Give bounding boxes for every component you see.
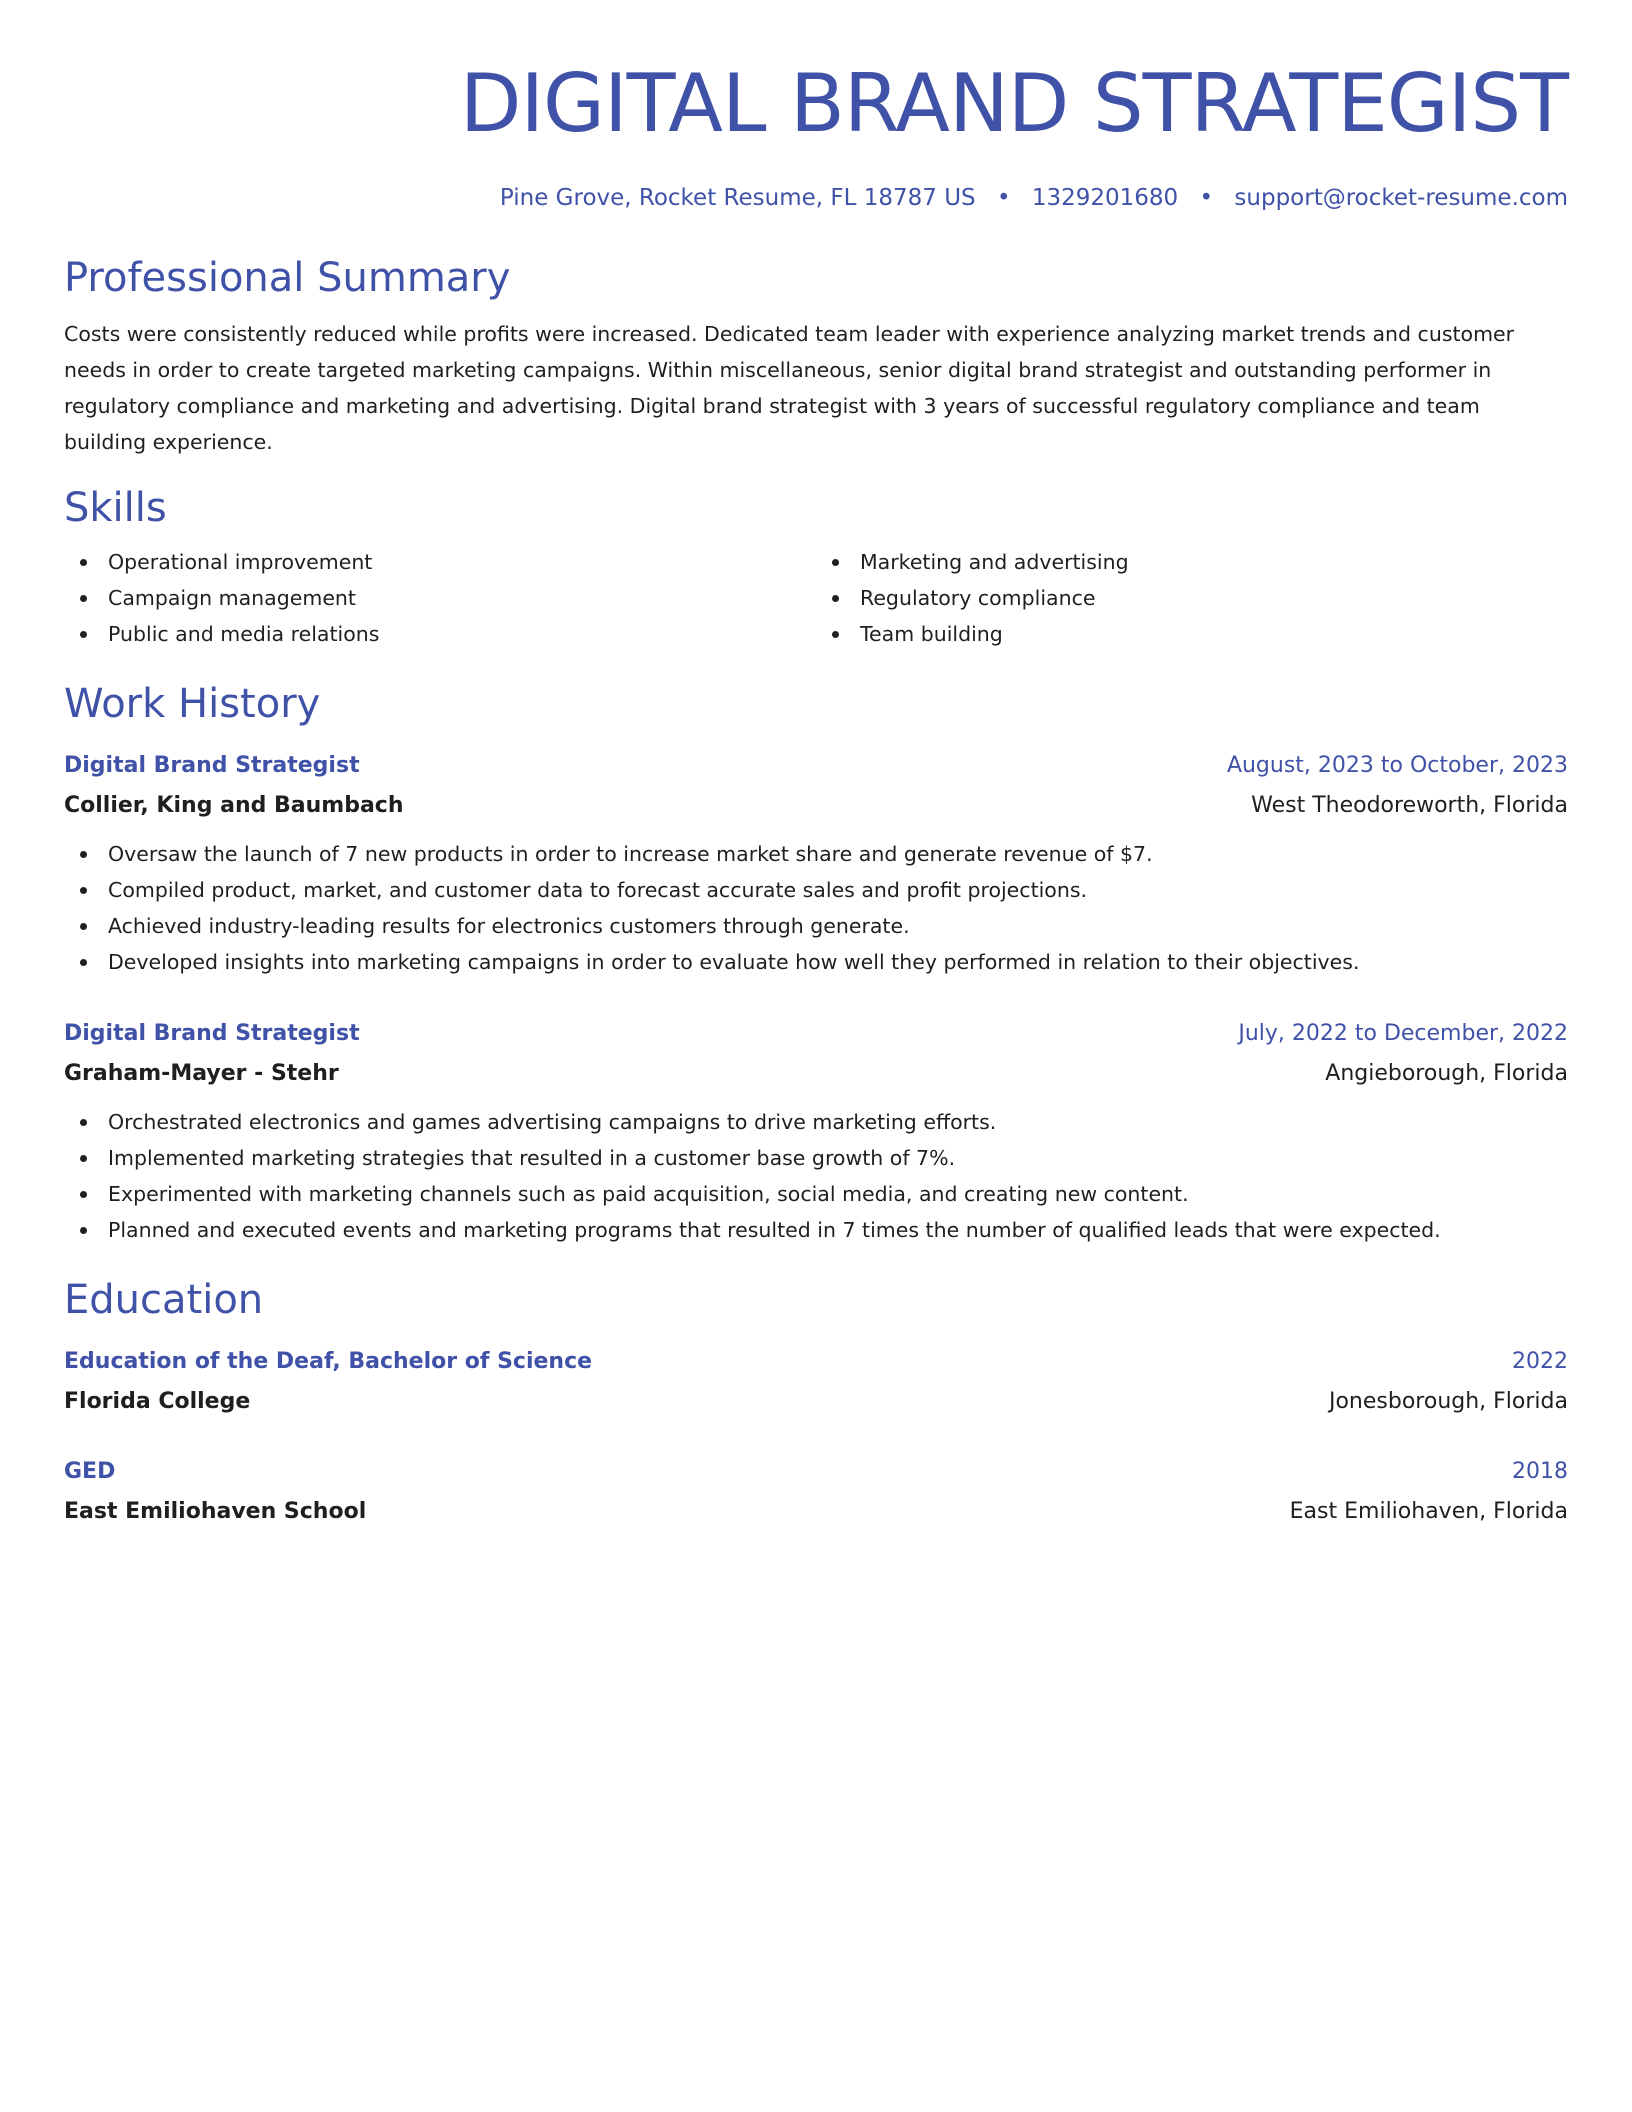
- job-bullet-text: Compiled product, market, and customer data to forecast accurate sales and profit projections.: [108, 878, 1088, 902]
- education-entry: [64, 1452, 1568, 1532]
- education-entry: [64, 1342, 1568, 1422]
- job-location: Angieborough, Florida: [1325, 1061, 1568, 1086]
- job-title: Digital Brand Strategist: [64, 753, 360, 778]
- candidate-title: DIGITAL BRAND STRATEGIST: [459, 57, 1568, 150]
- skill-item: [64, 544, 816, 580]
- job-entry: [64, 746, 1568, 980]
- skills-grid: [64, 544, 1568, 652]
- job-bullet: [64, 1212, 1568, 1248]
- contact-separator: •: [996, 185, 1011, 211]
- bullet-icon: [80, 959, 87, 966]
- bullet-icon: [80, 1227, 87, 1234]
- bullet-icon: [80, 559, 87, 566]
- job-bullet-text: Achieved industry-leading results for electronics customers through generate.: [108, 914, 910, 938]
- job-bullet: [64, 908, 1568, 944]
- job-bullet: [64, 944, 1568, 980]
- degree-name: Education of the Deaf, Bachelor of Science: [64, 1349, 593, 1374]
- bullet-icon: [832, 595, 839, 602]
- contact-separator: •: [1199, 185, 1214, 211]
- bullet-icon: [80, 631, 87, 638]
- bullet-icon: [832, 631, 839, 638]
- job-dates: July, 2022 to December, 2022: [1238, 1021, 1568, 1046]
- job-location: West Theodoreworth, Florida: [1251, 793, 1568, 818]
- work-history-section: [64, 680, 1568, 1248]
- skill-label: Campaign management: [108, 586, 356, 610]
- bullet-icon: [80, 923, 87, 930]
- school-location: East Emiliohaven, Florida: [1289, 1499, 1568, 1524]
- job-title-row: [64, 1014, 1568, 1054]
- job-bullets: [64, 1104, 1568, 1248]
- bullet-icon: [80, 595, 87, 602]
- bullet-icon: [80, 851, 87, 858]
- skills-list-left: [64, 544, 816, 652]
- job-entry: [64, 1014, 1568, 1248]
- graduation-year: 2018: [1512, 1459, 1568, 1484]
- school-location: Jonesborough, Florida: [1328, 1389, 1568, 1414]
- skills-heading: Skills: [64, 485, 167, 531]
- skill-item: [816, 616, 1568, 652]
- bullet-icon: [832, 559, 839, 566]
- job-bullet-text: Planned and executed events and marketing programs that resulted in 7 times the number of qualified leads that were expected.: [108, 1218, 1441, 1242]
- summary-section: [64, 254, 1568, 460]
- skill-label: Team building: [860, 622, 1003, 646]
- skills-section: [64, 484, 1568, 652]
- skill-item: [64, 580, 816, 616]
- job-bullet: [64, 1140, 1568, 1176]
- job-title: Digital Brand Strategist: [64, 1021, 360, 1046]
- address-text: Pine Grove, Rocket Resume, FL 18787 US: [499, 185, 976, 211]
- skill-item: [816, 580, 1568, 616]
- school-name: Florida College: [64, 1389, 251, 1414]
- education-section: [64, 1276, 1568, 1532]
- bullet-icon: [80, 887, 87, 894]
- skill-label: Regulatory compliance: [860, 586, 1096, 610]
- school-row: [64, 1382, 1568, 1422]
- skill-label: Operational improvement: [108, 550, 373, 574]
- job-bullet-text: Experimented with marketing channels such as paid acquisition, social media, and creating new content.: [108, 1182, 1189, 1206]
- degree-row: [64, 1452, 1568, 1492]
- resume-header: [64, 56, 1568, 214]
- skill-item: [64, 616, 816, 652]
- bullet-icon: [80, 1155, 87, 1162]
- job-bullet-text: Oversaw the launch of 7 new products in order to increase market share and generate revenue of $7.: [108, 842, 1153, 866]
- degree-row: [64, 1342, 1568, 1382]
- skill-item: [816, 544, 1568, 580]
- company-name: Graham-Mayer - Stehr: [64, 1061, 339, 1086]
- job-bullet: [64, 872, 1568, 908]
- job-bullets: [64, 836, 1568, 980]
- education-heading: Education: [64, 1277, 264, 1323]
- bullet-icon: [80, 1119, 87, 1126]
- work-history-heading: Work History: [64, 681, 321, 727]
- skills-list-right: [816, 544, 1568, 652]
- job-bullet-text: Orchestrated electronics and games advertising campaigns to drive marketing efforts.: [108, 1110, 997, 1134]
- graduation-year: 2022: [1512, 1349, 1568, 1374]
- job-bullet: [64, 1104, 1568, 1140]
- email-link[interactable]: support@rocket-resume.com: [1234, 185, 1568, 211]
- school-row: [64, 1492, 1568, 1532]
- summary-heading: Professional Summary: [64, 255, 511, 301]
- job-title-row: [64, 746, 1568, 786]
- bullet-icon: [80, 1191, 87, 1198]
- phone-text[interactable]: 1329201680: [1031, 185, 1179, 211]
- school-name: East Emiliohaven School: [64, 1499, 367, 1524]
- company-name: Collier, King and Baumbach: [64, 793, 404, 818]
- degree-name: GED: [64, 1459, 116, 1484]
- summary-paragraph: Costs were consistently reduced while profits were increased. Dedicated team leader with experience analyzing market trends and customer needs in order to create targeted marketing campaigns. Within miscellaneous, senior digital brand strategist and outstanding performer in regulatory compliance and marketing and advertising. Digital brand strategist with 3 years of successful regulatory compliance and team building experience.: [64, 322, 1515, 454]
- job-company-row: [64, 1054, 1568, 1094]
- job-company-row: [64, 786, 1568, 826]
- job-bullet-text: Implemented marketing strategies that resulted in a customer base growth of 7%.: [108, 1146, 956, 1170]
- job-dates: August, 2023 to October, 2023: [1226, 753, 1568, 778]
- skill-label: Public and media relations: [108, 622, 380, 646]
- skill-label: Marketing and advertising: [860, 550, 1129, 574]
- job-bullet-text: Developed insights into marketing campaigns in order to evaluate how well they performed in relation to their objectives.: [108, 950, 1360, 974]
- job-bullet: [64, 836, 1568, 872]
- job-bullet: [64, 1176, 1568, 1212]
- contact-line: [64, 182, 1568, 214]
